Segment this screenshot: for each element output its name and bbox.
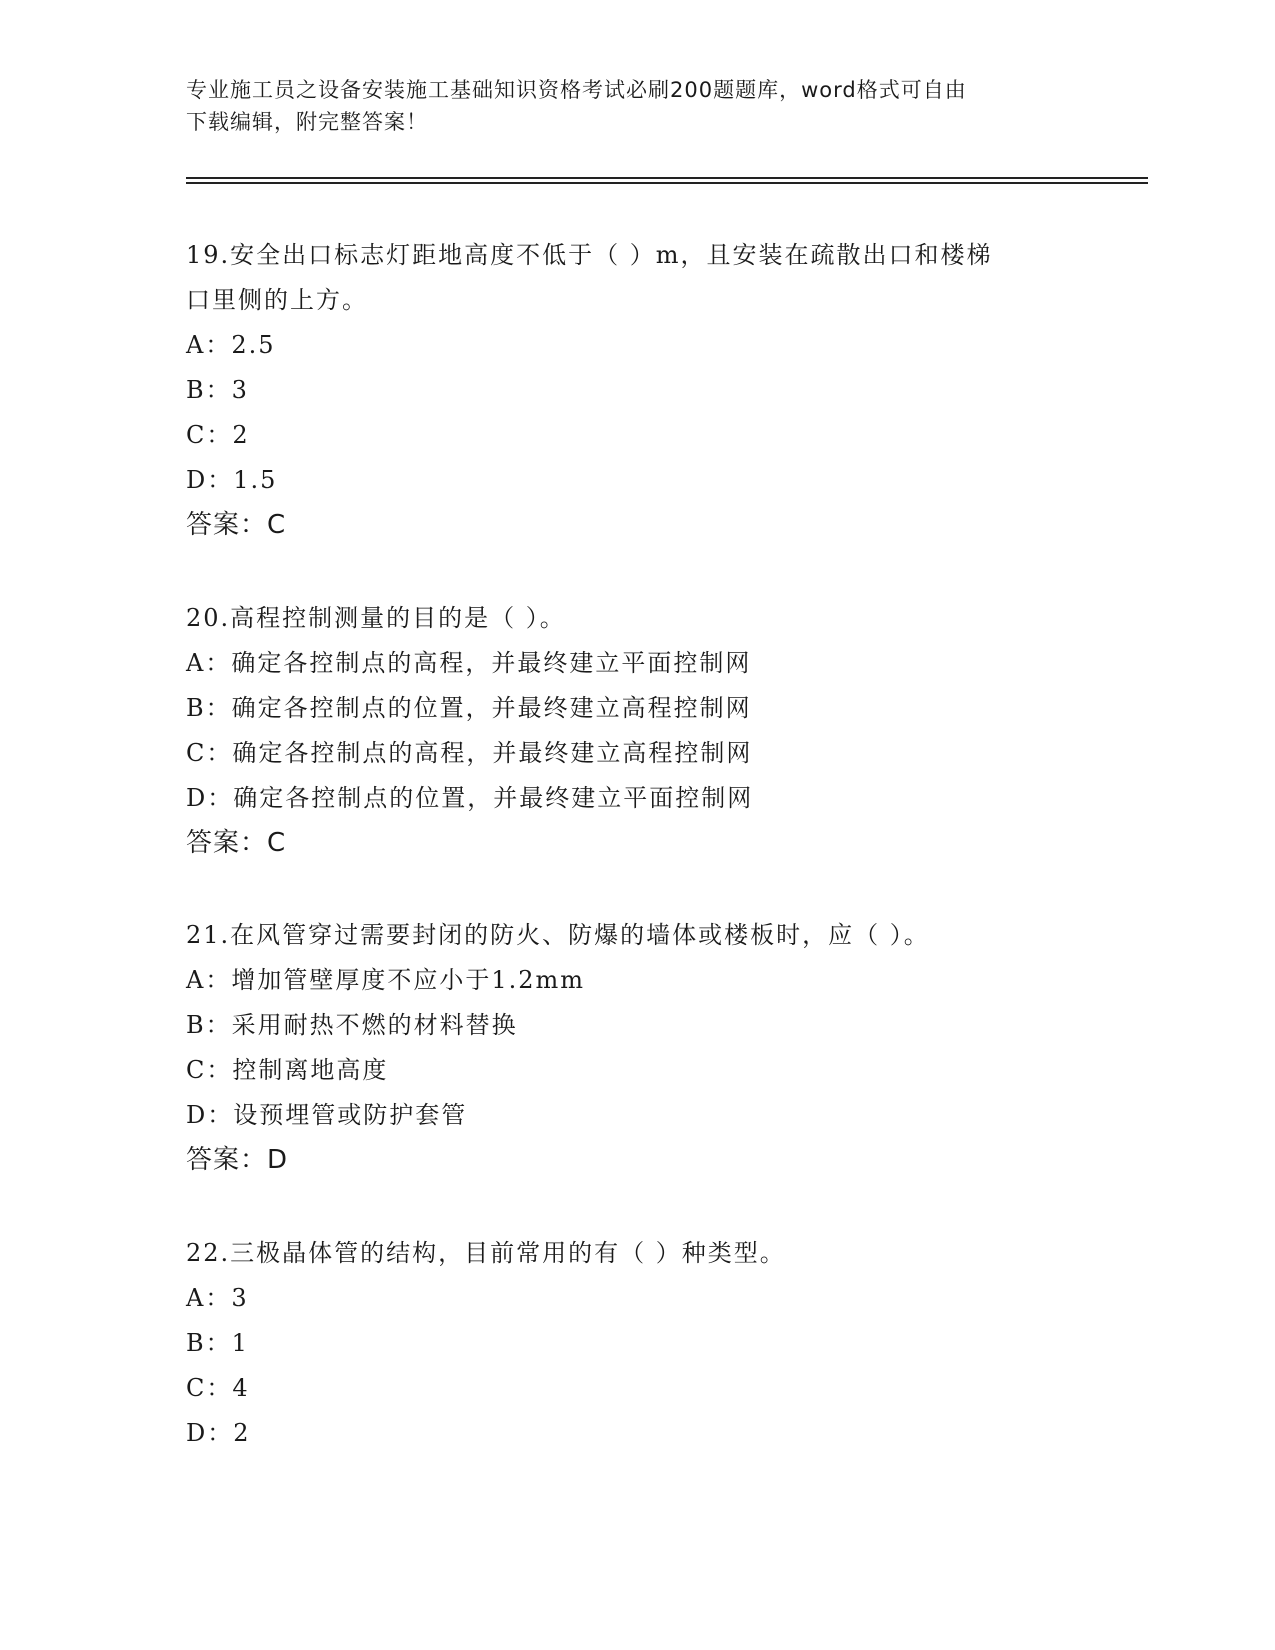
question-stem: 20.高程控制测量的目的是（ ）。: [186, 604, 566, 632]
option-d: D：2: [186, 1419, 251, 1447]
option-c: C：控制离地高度: [186, 1056, 389, 1084]
option-b: B：1: [186, 1329, 249, 1357]
option-a: A：确定各控制点的高程，并最终建立平面控制网: [186, 649, 752, 677]
question-stem: 21.在风管穿过需要封闭的防火、防爆的墙体或楼板时，应（ ）。: [186, 921, 930, 949]
question-stem-line-2: 口里侧的上方。: [186, 286, 368, 314]
option-d: D：确定各控制点的位置，并最终建立平面控制网: [186, 784, 754, 812]
option-c: C：4: [186, 1374, 250, 1402]
document-header: [186, 74, 1086, 138]
question-20: [186, 596, 1146, 866]
header-title-line-2: 下载编辑，附完整答案！: [186, 110, 428, 134]
option-d: D：设预埋管或防护套管: [186, 1101, 468, 1129]
option-a: A：增加管壁厚度不应小于1.2mm: [186, 966, 586, 994]
option-b: B：3: [186, 376, 249, 404]
question-19: [186, 233, 1146, 548]
option-a: A：2.5: [186, 331, 276, 359]
option-d: D：1.5: [186, 466, 278, 494]
header-title-line-1: 专业施工员之设备安装施工基础知识资格考试必刷200题题库，word格式可自由: [186, 78, 967, 102]
answer: 答案：C: [186, 510, 287, 540]
header-divider-top: [186, 177, 1148, 179]
question-stem: [186, 233, 1146, 323]
option-b: B：采用耐热不燃的材料替换: [186, 1011, 518, 1039]
option-c: C：2: [186, 421, 250, 449]
question-stem-line-1: 19.安全出口标志灯距地高度不低于（ ）m，且安装在疏散出口和楼梯: [186, 241, 993, 269]
answer: 答案：D: [186, 1145, 289, 1175]
question-21: [186, 913, 1146, 1183]
option-a: A：3: [186, 1284, 249, 1312]
question-stem: 22.三极晶体管的结构，目前常用的有（ ）种类型。: [186, 1239, 786, 1267]
option-c: C：确定各控制点的高程，并最终建立高程控制网: [186, 739, 753, 767]
option-b: B：确定各控制点的位置，并最终建立高程控制网: [186, 694, 752, 722]
header-divider-bottom: [186, 182, 1148, 184]
answer: 答案：C: [186, 828, 287, 858]
question-22: [186, 1231, 1146, 1456]
